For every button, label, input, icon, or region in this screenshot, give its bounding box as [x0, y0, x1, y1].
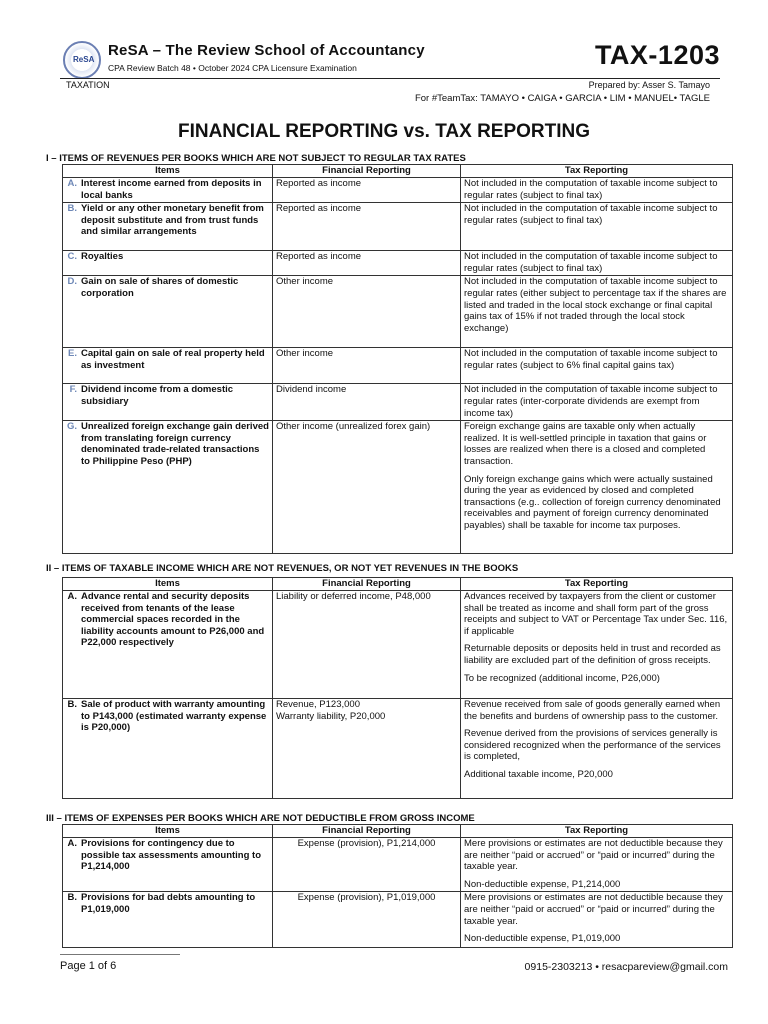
table-header-row [63, 165, 733, 178]
item-text: Royalties [81, 251, 124, 263]
table-row [63, 251, 733, 276]
tax-cell: Not included in the computation of taxable income subject to regular rates (subject to final tax) [461, 178, 733, 203]
table-row [63, 591, 733, 699]
logo-text: ReSA [73, 55, 95, 64]
financial-cell: Dividend income [273, 384, 461, 421]
document-code: TAX-1203 [594, 40, 720, 70]
tax-paragraph: To be recognized (additional income, P26,000) [464, 672, 660, 684]
item-letter: A. [67, 591, 77, 602]
section-2-table [62, 577, 733, 799]
item-letter: E. [68, 348, 77, 360]
financial-cell: Expense (provision), P1,019,000 [273, 892, 461, 948]
financial-cell: Liability or deferred income, P48,000 [273, 591, 461, 699]
header-rule [60, 78, 720, 79]
item-letter: G. [66, 421, 77, 433]
team-line: For #TeamTax: TAMAYO • CAIGA • GARCIA • LIM • MANUEL• TAGLE [414, 93, 710, 104]
tax-paragraph: Additional taxable income, P20,000 [464, 768, 613, 780]
document-title: FINANCIAL REPORTING vs. TAX REPORTING [177, 121, 591, 142]
tax-paragraph: Advances received by taxpayers from the client or customer shall be treated as income and shall form part of the gross receipts and subject to VAT or Percentage Tax under Sec. 116, if applicable [464, 591, 728, 637]
prepared-by: Prepared by: Asser S. Tamayo [588, 80, 710, 90]
footer-rule [60, 954, 180, 955]
col-header-financial: Financial Reporting [273, 825, 461, 838]
tax-paragraph: Mere provisions or estimates are not deductible because they are neither “paid or accrued” or “paid or incurred” during the taxable year. [464, 838, 723, 873]
table-row [63, 348, 733, 384]
document-header [60, 38, 720, 106]
financial-cell [273, 699, 461, 799]
resa-seal-logo [63, 41, 101, 79]
item-letter: A. [67, 838, 77, 849]
item-text: Yield or any other monetary benefit from deposit substitute and from trust funds and similar arrangements [81, 203, 264, 238]
item-text: Provisions for contingency due to possible tax assessments amounting to P1,214,000 [81, 838, 262, 873]
item-text: Sale of product with warranty amounting to P143,000 (estimated warranty expense is P20,000) [81, 699, 267, 734]
financial-line: Warranty liability, P20,000 [276, 710, 386, 722]
section-3-heading: III – ITEMS OF EXPENSES PER BOOKS WHICH ARE NOT DEDUCTIBLE FROM GROSS INCOME [46, 813, 475, 824]
tax-cell [461, 591, 733, 699]
school-name: ReSA – The Review School of Accountancy [108, 42, 425, 59]
table-header-row [63, 578, 733, 591]
financial-line: Revenue, P123,000 [276, 699, 360, 710]
table-header-row [63, 825, 733, 838]
item-letter: D. [67, 276, 77, 288]
financial-cell: Reported as income [273, 178, 461, 203]
col-header-financial: Financial Reporting [273, 165, 461, 178]
item-text: Gain on sale of shares of domestic corporation [81, 276, 239, 299]
item-text: Dividend income from a domestic subsidiary [81, 384, 234, 407]
tax-paragraph: Returnable deposits or deposits held in trust and recorded as liability are excluded part of the definition of gross receipts. [464, 643, 721, 666]
table-row [63, 421, 733, 554]
col-header-tax: Tax Reporting [461, 165, 733, 178]
item-text: Advance rental and security deposits received from tenants of the lease commercial spaces recorded in the liability accounts amount to P26,000 and P22,000 respectively [81, 591, 265, 649]
financial-cell: Other income [273, 348, 461, 384]
tax-paragraph: Non-deductible expense, P1,214,000 [464, 878, 621, 890]
item-letter: B. [67, 699, 77, 710]
tax-cell: Not included in the computation of taxable income subject to regular rates (subject to 6% final capital gains tax) [461, 348, 733, 384]
financial-cell: Reported as income [273, 251, 461, 276]
item-text: Provisions for bad debts amounting to P1,019,000 [81, 892, 256, 915]
item-letter: B. [67, 892, 77, 904]
batch-line: CPA Review Batch 48 • October 2024 CPA Licensure Examination [108, 63, 357, 73]
tax-paragraph: Only foreign exchange gains which were actually sustained during the year as evidenced by closed and completed transactions (e.g.. collection of foreign currency denominated receivables and payment of foreign currency denominated payables) shall be taxable for income tax purposes. [464, 473, 721, 531]
financial-cell: Other income [273, 276, 461, 348]
table-row [63, 203, 733, 251]
col-header-tax: Tax Reporting [461, 825, 733, 838]
item-text: Capital gain on sale of real property held as investment [81, 348, 265, 371]
tax-cell: Not included in the computation of taxable income subject to regular rates (subject to final tax) [461, 203, 733, 251]
tax-paragraph: Foreign exchange gains are taxable only when actually realized. It is well-settled principle in taxation that gains or losses are realized when there is a closed and completed transaction. [464, 421, 707, 467]
col-header-items: Items [63, 165, 273, 178]
tax-paragraph: Revenue received from sale of goods generally earned when the benefits and burdens of ownership pass to the customer. [464, 699, 721, 722]
tax-cell: Not included in the computation of taxable income subject to regular rates (either subject to percentage tax if the shares are listed and traded in the local stock exchange or final capital gains tax of 15% if not traded through the local stock exchange) [461, 276, 733, 348]
col-header-items: Items [63, 578, 273, 591]
tax-cell: Not included in the computation of taxable income subject to regular rates (subject to final tax) [461, 251, 733, 276]
page-number: Page 1 of 6 [60, 960, 117, 972]
tax-paragraph: Mere provisions or estimates are not deductible because they are neither “paid or accrued” or “paid or incurred” during the taxable year. [464, 892, 723, 927]
table-row [63, 838, 733, 892]
tax-cell [461, 421, 733, 554]
tax-paragraph: Non-deductible expense, P1,019,000 [464, 933, 621, 945]
table-row [63, 699, 733, 799]
table-row [63, 892, 733, 948]
tax-cell: Not included in the computation of taxable income subject to regular rates (inter-corporate dividends are exempt from income tax) [461, 384, 733, 421]
col-header-items: Items [63, 825, 273, 838]
tax-cell [461, 838, 733, 892]
subject-label: TAXATION [66, 80, 110, 90]
col-header-tax: Tax Reporting [461, 578, 733, 591]
section-1-heading: I – ITEMS OF REVENUES PER BOOKS WHICH ARE NOT SUBJECT TO REGULAR TAX RATES [46, 153, 466, 164]
section-3-table [62, 824, 733, 948]
item-letter: A. [67, 178, 77, 189]
item-letter: C. [67, 251, 77, 263]
item-text: Interest income earned from deposits in local banks [81, 178, 262, 201]
financial-cell: Other income (unrealized forex gain) [273, 421, 461, 554]
table-row [63, 276, 733, 348]
tax-paragraph: Revenue derived from the provisions of services generally is considered recognized when the performance of the services is completed, [464, 728, 721, 763]
tax-cell [461, 699, 733, 799]
table-row [63, 178, 733, 203]
table-row [63, 384, 733, 421]
col-header-financial: Financial Reporting [273, 578, 461, 591]
item-letter: B. [67, 203, 77, 215]
tax-cell [461, 892, 733, 948]
item-text: Unrealized foreign exchange gain derived from translating foreign currency denominated trade-related transactions to Philippine Peso (PHP) [81, 421, 269, 467]
contact-info: 0915-2303213 • resacpareview@gmail.com [524, 961, 728, 973]
financial-cell: Expense (provision), P1,214,000 [273, 838, 461, 892]
item-letter: F. [69, 384, 77, 396]
financial-cell: Reported as income [273, 203, 461, 251]
section-1-table [62, 164, 733, 554]
section-2-heading: II – ITEMS OF TAXABLE INCOME WHICH ARE NOT REVENUES, OR NOT YET REVENUES IN THE BOOKS [46, 563, 519, 574]
